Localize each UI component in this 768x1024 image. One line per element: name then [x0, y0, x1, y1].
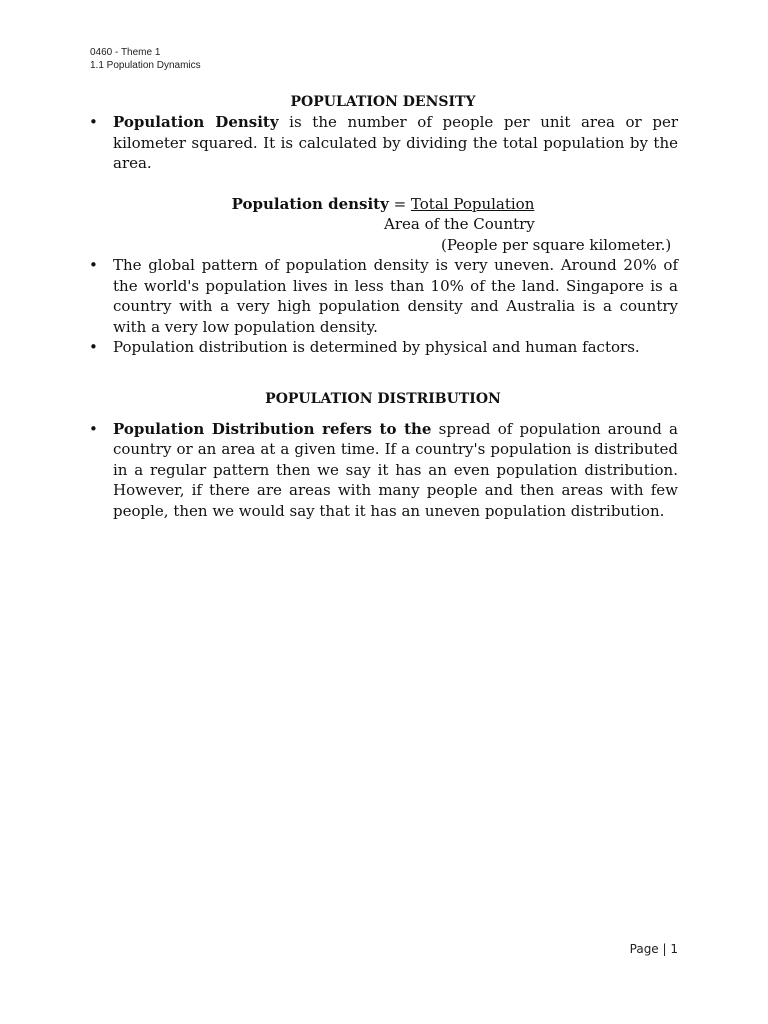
- density-definition-text: is the number of people per unit area or per kilometer squared. It is calculated by dividing the total population by the area.: [113, 113, 678, 172]
- section-title-population-distribution: POPULATION DISTRIBUTION: [265, 390, 501, 407]
- global-pattern-bullet: • The global pattern of population density is very uneven. Around 20% of the world's population lives in less than 10% of the land. Singapore is a country with a very high population density and Australia is a country with a very low population density.: [88, 255, 678, 337]
- formula-label: Population density: [231, 194, 389, 213]
- section-title-population-density: POPULATION DENSITY: [290, 94, 476, 110]
- section-spacer: [88, 409, 678, 419]
- header-topic: 1.1 Population Dynamics: [90, 60, 201, 71]
- page-header: [90, 46, 201, 72]
- density-term: Population Density: [113, 113, 279, 131]
- formula-numerator-line: [88, 194, 678, 215]
- distribution-factors-bullet: • Population distribution is determined by physical and human factors.: [88, 337, 678, 358]
- density-formula: [88, 194, 678, 256]
- header-course-code: 0460 - Theme 1: [90, 47, 161, 58]
- density-definition-bullet: [88, 112, 678, 174]
- page-number: Page | 1: [629, 942, 678, 956]
- density-pattern-bullet-list: [88, 255, 678, 358]
- distribution-term: Population Distribution refers to the: [113, 419, 432, 438]
- formula-equals: =: [388, 194, 411, 213]
- formula-denominator: Area of the Country: [384, 215, 535, 233]
- density-bullet-list: [88, 112, 678, 174]
- formula-numerator: Total Population: [410, 194, 535, 213]
- distribution-bullet-list: [88, 419, 678, 522]
- document-body: [88, 92, 678, 521]
- formula-unit: (People per square kilometer.): [441, 235, 672, 254]
- distribution-definition-bullet: [88, 419, 678, 522]
- distribution-definition-text: spread of population around a country or an area at a given time. If a country's population is distributed in a regular pattern then we say it has an even population distribution. However, if there are areas with many people and then areas with few people, then we would say that it has an uneven population distribution.: [113, 419, 678, 520]
